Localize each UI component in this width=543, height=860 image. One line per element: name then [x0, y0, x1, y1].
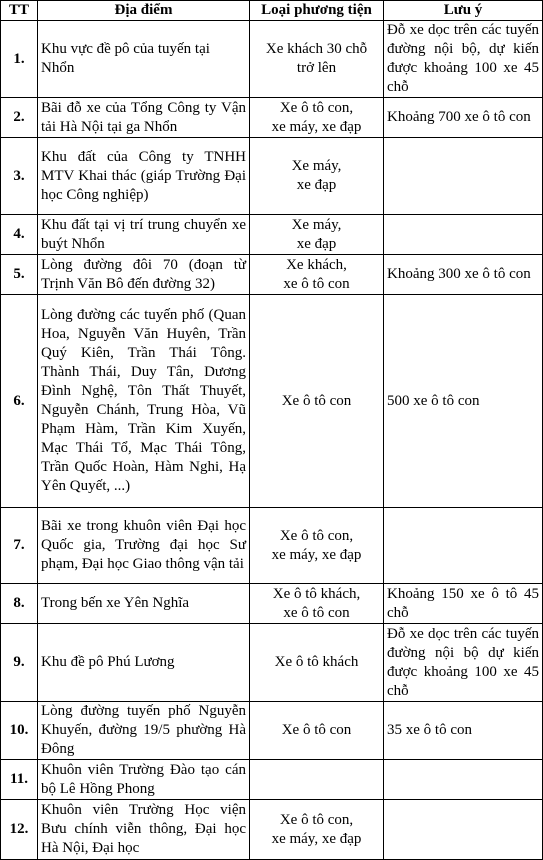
row-location: Khu đất của Công ty TNHH MTV Khai thác (giáp Trường Đại học Công nghiệp) — [41, 148, 246, 203]
row-number: 12. — [1, 800, 38, 860]
row-note: Đỗ xe dọc trên các tuyến đường nội bộ dự kiến được khoảng 100 xe 45 chỗ — [387, 625, 539, 699]
table-row — [1, 800, 543, 860]
row-vehicle: Xe ô tô con, xe máy, xe đạp — [271, 527, 362, 563]
table-row — [1, 255, 543, 295]
row-vehicle: Xe khách 30 chỗ trở lên — [265, 41, 368, 76]
table-row — [1, 702, 543, 760]
table-header-row — [1, 1, 543, 21]
row-vehicle: Xe ô tô khách — [274, 654, 359, 670]
row-note: Khoảng 300 xe ô tô con — [387, 266, 531, 282]
row-vehicle: Xe ô tô con — [281, 392, 352, 409]
header-tt: TT — [1, 1, 38, 21]
row-number: 7. — [1, 508, 38, 584]
row-vehicle: Xe ô tô con, xe máy, xe đạp — [271, 811, 362, 847]
row-number: 5. — [1, 255, 38, 295]
row-location: Khu đề pô Phú Lương — [41, 654, 175, 670]
table-row — [1, 584, 543, 624]
row-location: Khuôn viên Trường Đào tạo cán bộ Lê Hồng Phong — [41, 761, 246, 797]
table-row — [1, 760, 543, 800]
table-row — [1, 295, 543, 508]
table-row — [1, 138, 543, 215]
row-location: Lòng đường các tuyến phố (Quan Hoa, Nguyễn Văn Huyên, Trần Quý Kiên, Trần Thái Tông. Thành Thái, Duy Tân, Dương Đình Nghệ, Tôn Thất Thuyết, Nguyễn Chánh, Trung Hòa, Vũ Phạm Hàm, Trần Kim Xuyến, Mạc Thái Tổ, Mạc Thái Tông, Trần Quốc Hoàn, Hàm Nghi, Hạ Yên Quyết, ...) — [41, 307, 246, 494]
row-number: 10. — [1, 702, 38, 760]
row-location: Bãi xe trong khuôn viên Đại học Quốc gia, Trường đại học Sư phạm, Đại học Giao thông vận tải — [41, 518, 246, 572]
row-location: Trong bến xe Yên Nghĩa — [41, 595, 190, 611]
row-location: Khuôn viên Trường Học viện Bưu chính viễn thông, Đại học Hà Nội, Đại học — [41, 802, 246, 856]
header-vehicle: Loại phương tiện — [250, 1, 384, 21]
row-vehicle: Xe máy, xe đạp — [291, 216, 342, 252]
table-row — [1, 508, 543, 584]
row-note: Khoảng 150 xe ô tô 45 chỗ — [387, 585, 539, 621]
row-number: 8. — [1, 584, 38, 624]
row-number: 2. — [1, 98, 38, 138]
row-number: 6. — [1, 295, 38, 508]
row-number: 3. — [1, 138, 38, 215]
row-vehicle: Xe khách, xe ô tô con — [283, 256, 350, 292]
row-number: 9. — [1, 624, 38, 702]
row-note: 500 xe ô tô con — [387, 392, 480, 409]
header-note: Lưu ý — [384, 1, 543, 21]
row-note: Đỗ xe dọc trên các tuyến đường nội bộ, dự kiến được khoảng 100 xe 45 chỗ — [387, 22, 539, 95]
row-vehicle: Xe máy, xe đạp — [291, 158, 342, 193]
table-row — [1, 215, 543, 255]
row-number: 4. — [1, 215, 38, 255]
table-row — [1, 98, 543, 138]
row-location: Khu đất tại vị trí trung chuyển xe buýt Nhổn — [41, 216, 246, 252]
row-location: Lòng đường đôi 70 (đoạn từ Trịnh Văn Bô đến đường 32) — [41, 256, 246, 292]
row-location: Bãi đỗ xe của Tổng Công ty Vận tải Hà Nội tại ga Nhổn — [41, 99, 246, 135]
table-row — [1, 21, 543, 98]
row-location: Khu vực đề pô của tuyến tại Nhổn — [41, 41, 210, 76]
row-location: Lòng đường tuyến phố Nguyễn Khuyến, đường 19/5 phường Hà Đông — [41, 703, 246, 757]
header-location: Địa điểm — [38, 1, 250, 21]
row-note: 35 xe ô tô con — [387, 722, 472, 738]
row-vehicle: Xe ô tô con — [281, 722, 352, 738]
row-vehicle: Xe ô tô khách, xe ô tô con — [272, 585, 361, 621]
row-note: Khoảng 700 xe ô tô con — [387, 109, 531, 125]
row-number: 11. — [1, 760, 38, 800]
row-vehicle: Xe ô tô con, xe máy, xe đạp — [271, 99, 362, 135]
table-row — [1, 624, 543, 702]
row-number: 1. — [1, 21, 38, 98]
